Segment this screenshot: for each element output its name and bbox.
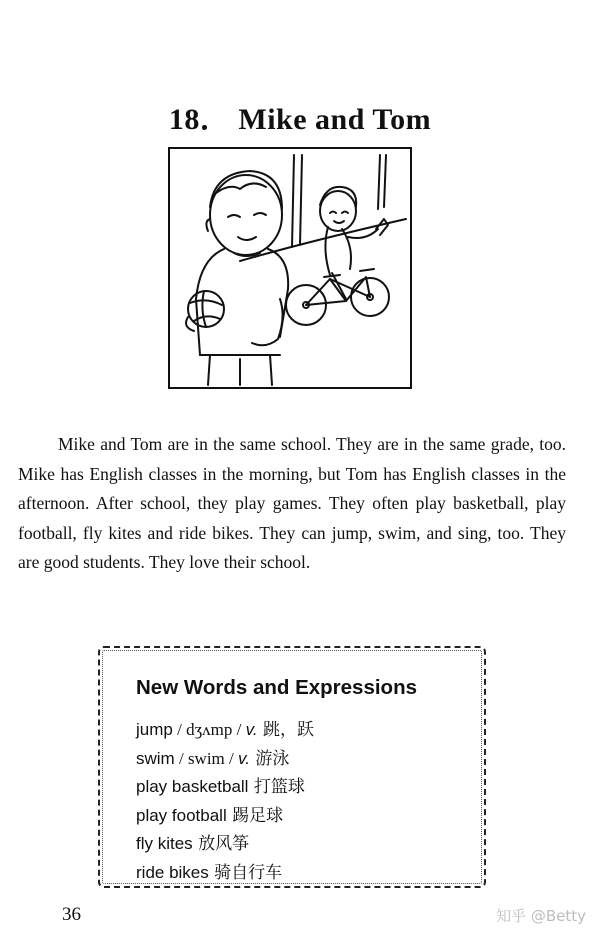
- vocab-word: jump: [136, 720, 173, 739]
- vocab-part-of-speech: v.: [238, 748, 250, 768]
- vocab-word: swim: [136, 748, 175, 768]
- vocab-word: play basketball: [136, 777, 249, 796]
- page-number: 36: [62, 904, 81, 925]
- vocab-word: ride bikes: [136, 862, 209, 882]
- story-text-block: [18, 430, 566, 578]
- vocab-item: [136, 773, 484, 802]
- vocab-item: [136, 802, 484, 831]
- watermark: 知乎 @Betty: [496, 907, 586, 925]
- vocabulary-heading: New Words and Expressions: [136, 676, 418, 699]
- vocab-translation: 跳，跃: [257, 720, 314, 740]
- vocab-translation: 骑自行车: [208, 862, 283, 883]
- vocab-translation: 放风筝: [192, 834, 250, 854]
- vocab-word: play football: [136, 805, 227, 825]
- story-paragraph: Mike and Tom are in the same school. They are in the same grade, too. Mike has English classes in the morning, but Tom has English classes in the afternoon. After school, they play games. They often play basketball, play football, fly kites and ride bikes. They can jump, swim, and sing, too. They are good students. They love their school.: [18, 434, 566, 573]
- vocab-translation: 打篮球: [248, 777, 305, 797]
- vocabulary-box: [98, 646, 486, 888]
- vocab-item: [136, 745, 484, 774]
- background-poles: [240, 155, 406, 261]
- vocab-word: fly kites: [136, 834, 193, 853]
- vocab-item: [136, 859, 484, 888]
- vocabulary-list: [136, 716, 484, 887]
- vocab-translation: 游泳: [249, 748, 290, 769]
- vocab-part-of-speech: v.: [245, 720, 258, 739]
- vocab-item: [136, 830, 484, 859]
- vocab-pronunciation: / swim /: [174, 748, 239, 768]
- vocab-pronunciation: / dʒʌmp /: [172, 720, 246, 739]
- lesson-illustration: [168, 147, 412, 389]
- boy-with-ball-drawing: [186, 171, 288, 385]
- vocab-item: [136, 716, 484, 745]
- vocab-translation: 踢足球: [226, 805, 284, 826]
- lesson-title: 18． Mike and Tom: [168, 103, 432, 137]
